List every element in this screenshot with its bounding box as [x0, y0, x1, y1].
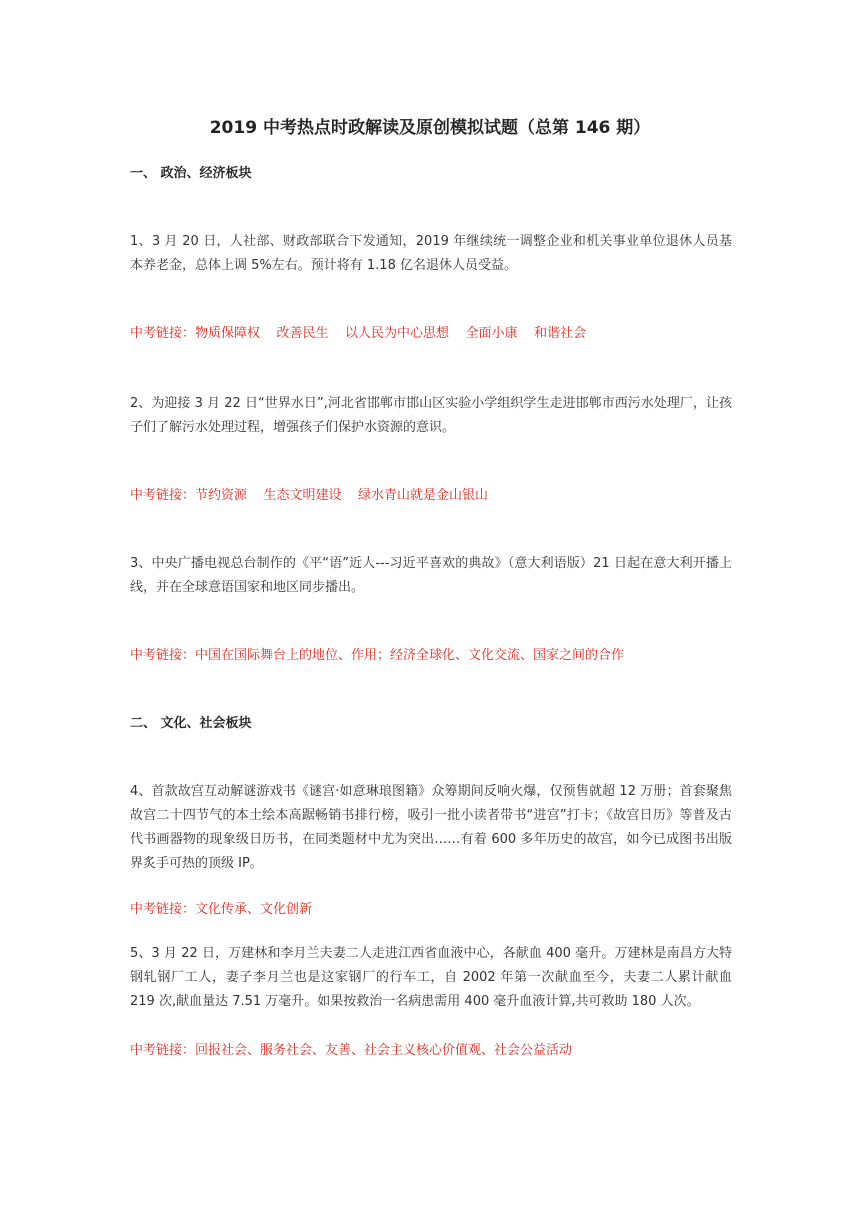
news-item-5: 5、3 月 22 日，万建林和李月兰夫妻二人走进江西省血液中心，各献血 400 毫升。万建林是南昌方大特钢轧钢厂工人，妻子李月兰也是这家钢厂的行车工，自 2002 年第一次献血至今，夫妻二人累计献血 219 次,献血量达 7.51 万毫升。如果按救治一名病患需用 400 毫升血液计算,共可救助 180 人次。 [130, 946, 732, 1009]
news-item-4: 4、首款故宫互动解谜游戏书《谜宫·如意琳琅图籍》众筹期间反响火爆，仅预售就超 12 万册；首套聚焦故宫二十四节气的本土绘本高踞畅销书排行榜，吸引一批小读者带书“进宫”打卡；《故宫日历》等普及古代书画器物的现象级日历书，在同类题材中尤为突出……有着 600 多年历史的故宫，如今已成图书出版界炙手可热的顶级 IP。 [130, 784, 732, 871]
section-heading-culture-society: 二、 文化、社会板块 [130, 716, 252, 731]
news-item-3: 3、中央广播电视总台制作的《平“语”近人---习近平喜欢的典故》（意大利语版）21 日起在意大利开播上线，并在全球意语国家和地区同步播出。 [130, 556, 732, 595]
news-item-1: 1、3 月 20 日，人社部、财政部联合下发通知，2019 年继续统一调整企业和机关事业单位退休人员基本养老金，总体上调 5%左右。预计将有 1.18 亿名退休人员受益。 [130, 234, 732, 273]
news-item-2: 2、为迎接 3 月 22 日“世界水日”,河北省邯郸市邯山区实验小学组织学生走进邯郸市西污水处理厂，让孩子们了解污水处理过程，增强孩子们保护水资源的意识。 [130, 396, 732, 435]
exam-link-1: 中考链接：物质保障权 改善民生 以人民为中心思想 全面小康 和谐社会 [130, 326, 587, 341]
exam-link-3: 中考链接：中国在国际舞台上的地位、作用；经济全球化、文化交流、国家之间的合作 [130, 648, 625, 663]
exam-link-5: 中考链接：回报社会、服务社会、友善、社会主义核心价值观、社会公益活动 [130, 1043, 573, 1058]
exam-link-4: 中考链接：文化传承、文化创新 [130, 902, 313, 917]
document-title: 2019 中考热点时政解读及原创模拟试题（总第 146 期） [209, 118, 651, 138]
exam-link-2: 中考链接：节约资源 生态文明建设 绿水青山就是金山银山 [130, 488, 489, 503]
section-heading-politics-economy: 一、 政治、经济板块 [130, 166, 252, 181]
